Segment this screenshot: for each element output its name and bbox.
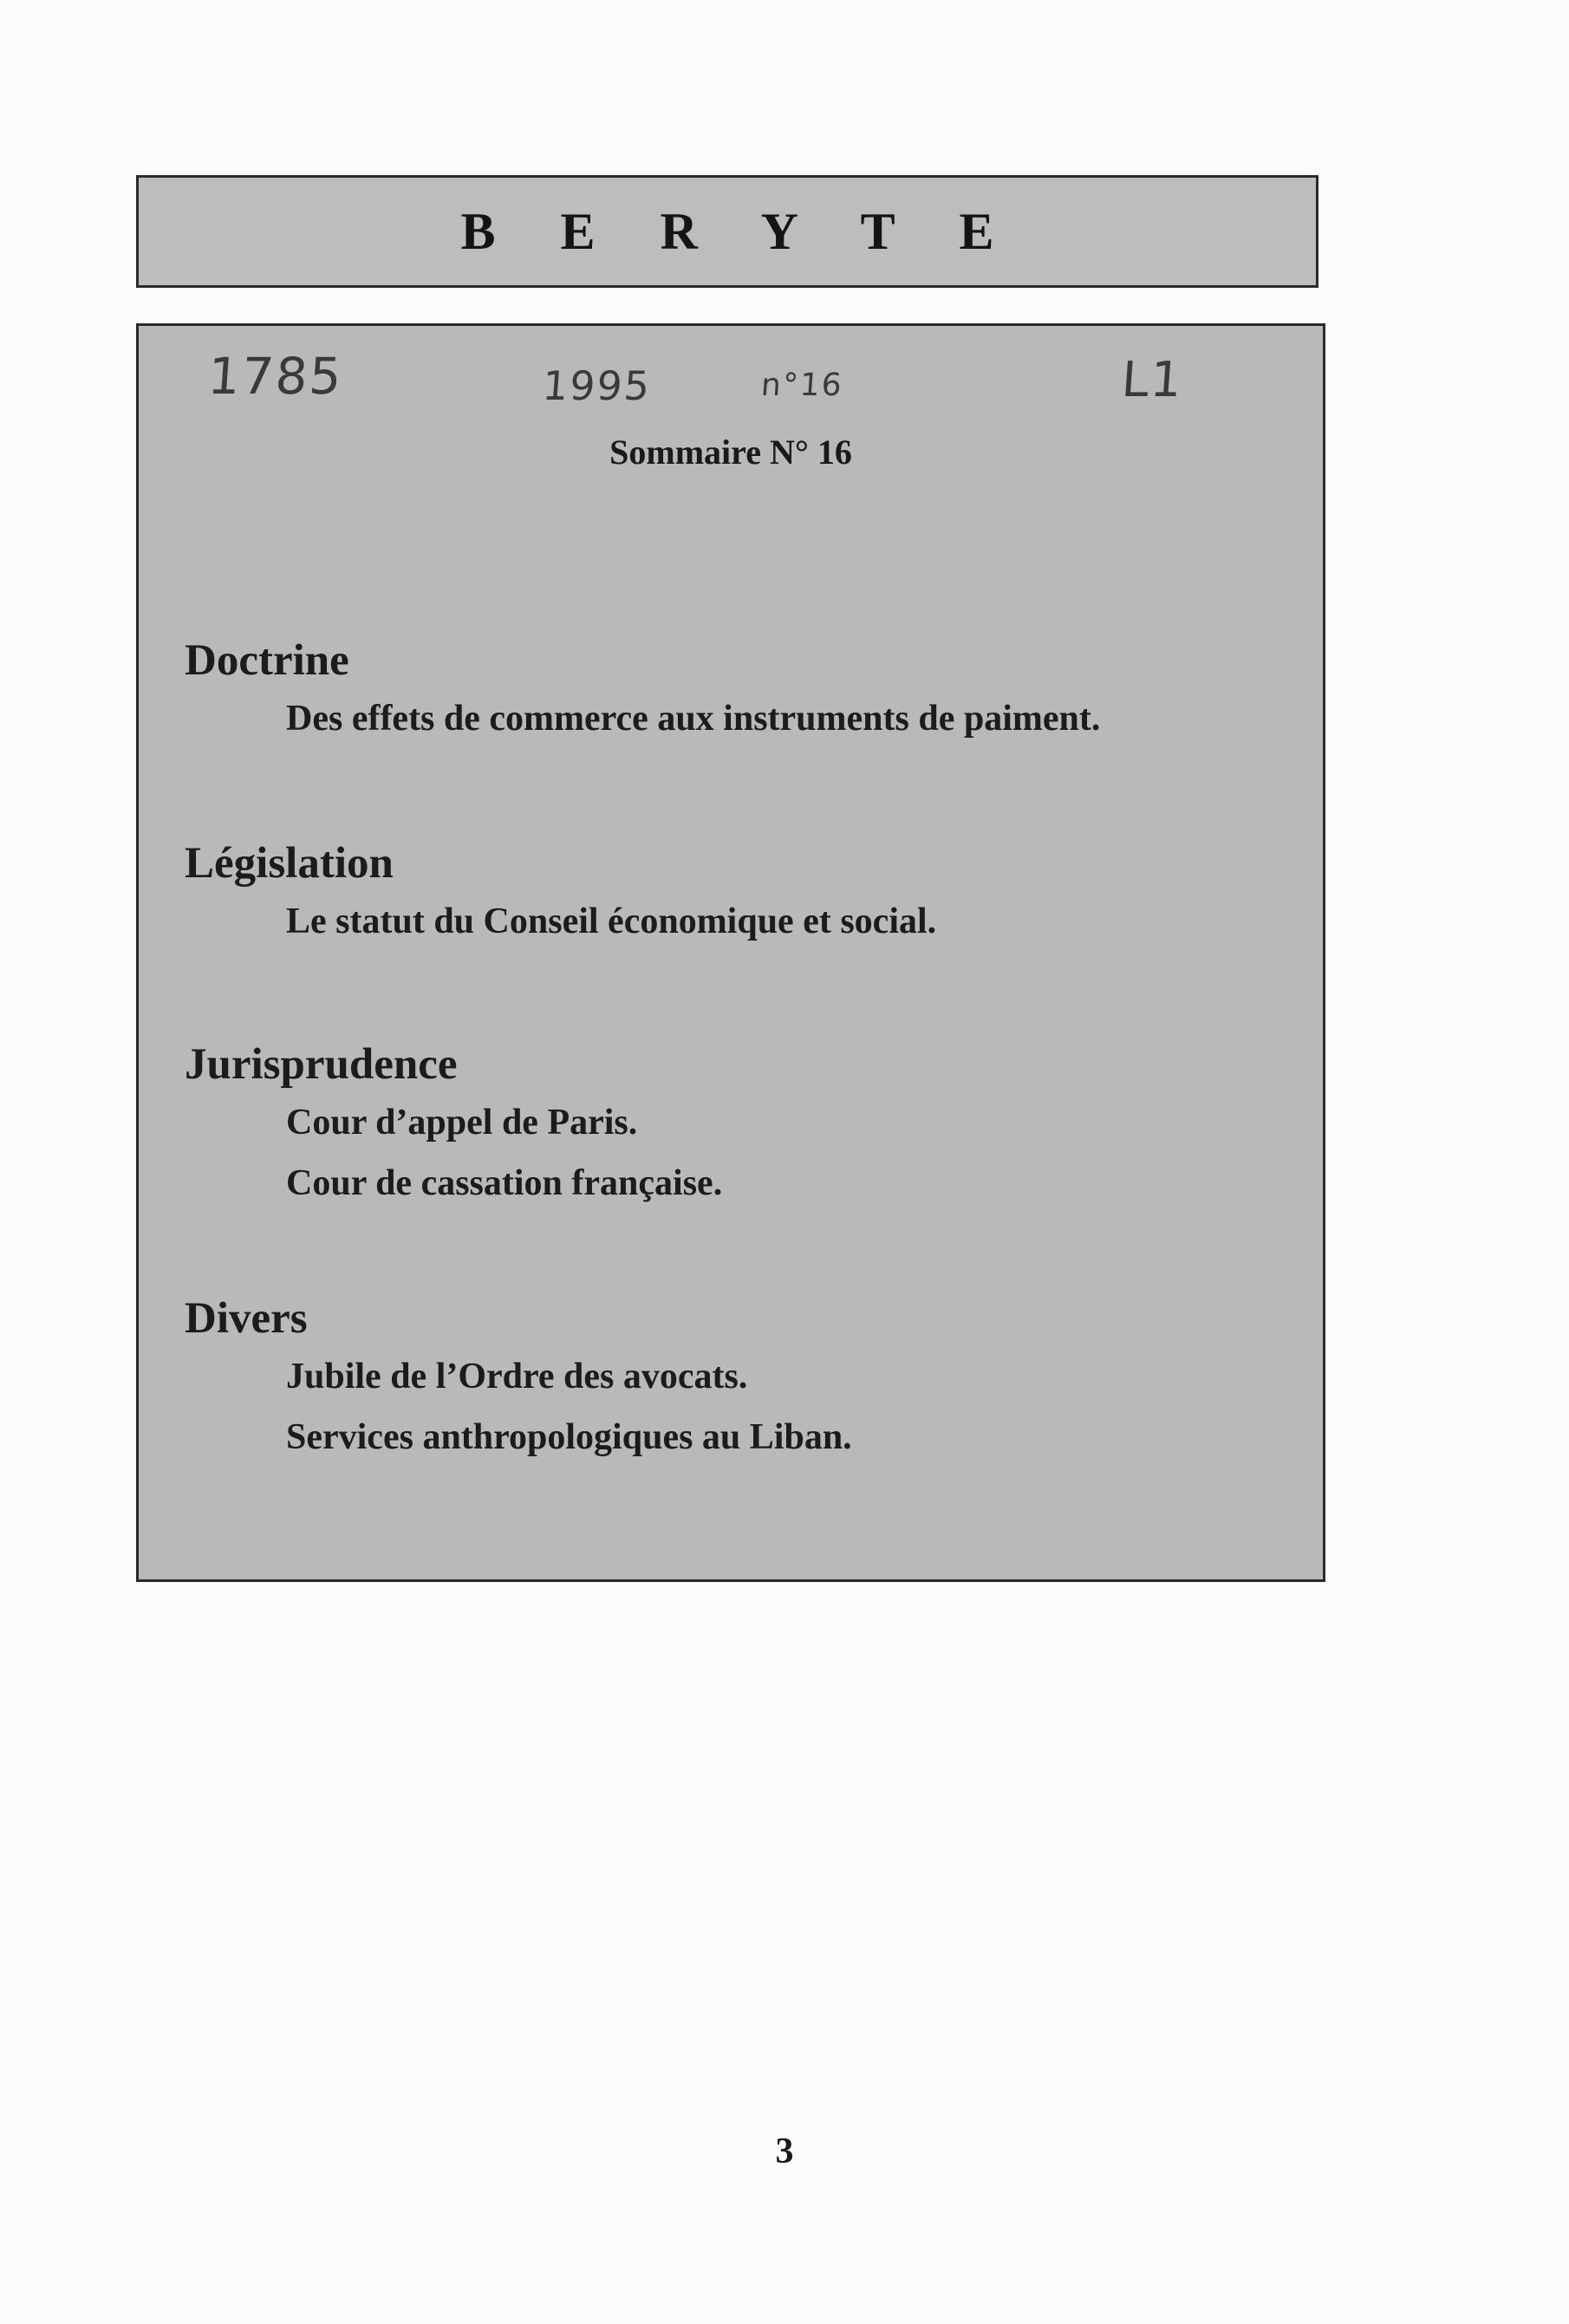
journal-title-banner bbox=[136, 175, 1318, 288]
journal-title: B E R Y T E bbox=[460, 202, 1020, 260]
section-item: Jubile de l’Ordre des avocats. bbox=[286, 1357, 748, 1396]
summary-panel bbox=[136, 323, 1325, 1582]
handwritten-issue: n°16 bbox=[759, 368, 845, 403]
section-item: Le statut du Conseil économique et social. bbox=[286, 902, 937, 941]
section-heading: Jurisprudence bbox=[185, 1040, 458, 1089]
handwritten-year: 1995 bbox=[541, 362, 653, 409]
section-heading: Doctrine bbox=[185, 636, 349, 685]
section-legislation bbox=[185, 836, 936, 952]
section-item: Cour de cassation française. bbox=[286, 1163, 723, 1203]
section-item: Services anthropologiques au Liban. bbox=[286, 1417, 852, 1457]
handwritten-catalog-number: 1785 bbox=[205, 347, 345, 406]
section-doctrine bbox=[185, 633, 1100, 749]
section-divers bbox=[185, 1291, 852, 1468]
section-item: Cour d’appel de Paris. bbox=[286, 1103, 638, 1142]
section-heading: Divers bbox=[185, 1294, 308, 1343]
summary-title: Sommaire N° 16 bbox=[609, 433, 852, 472]
section-heading: Législation bbox=[185, 839, 394, 888]
section-jurisprudence bbox=[185, 1037, 722, 1214]
section-item: Des effets de commerce aux instruments de paiment. bbox=[286, 699, 1101, 739]
handwritten-shelf-mark: L1 bbox=[1119, 352, 1186, 408]
page-number: 3 bbox=[775, 2132, 794, 2171]
